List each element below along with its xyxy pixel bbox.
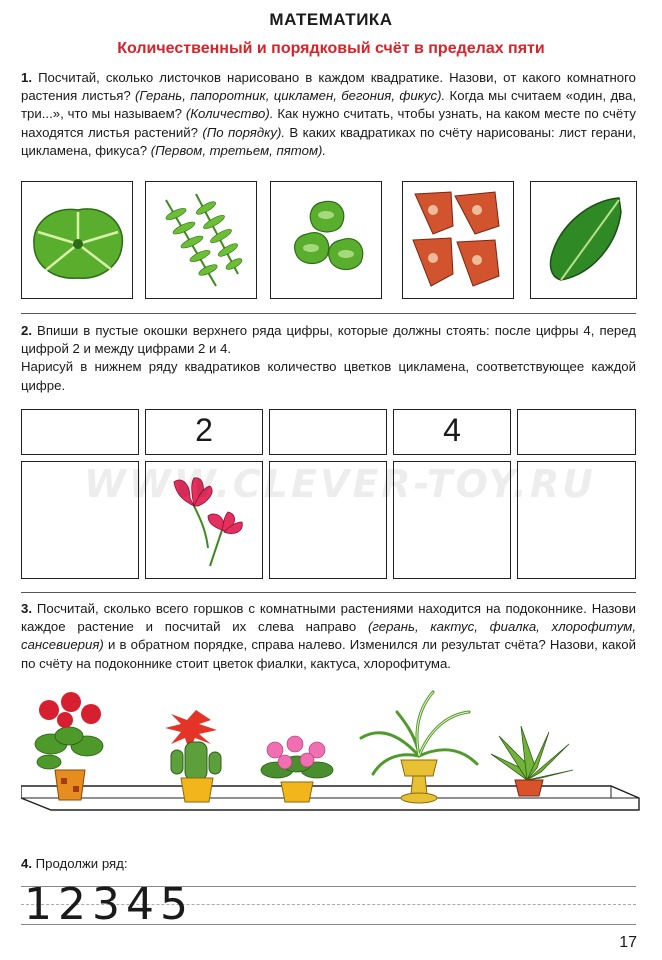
task2-text <box>21 322 636 395</box>
task4-number: 4. <box>21 856 32 871</box>
leaf-box-ficus <box>530 181 637 299</box>
task1-answer-c: (По порядку). <box>202 124 285 140</box>
leaf-box-geranium <box>21 181 133 299</box>
section-divider <box>21 592 636 593</box>
leaf-box-cyclamen <box>270 181 382 299</box>
leaf-box-fern <box>145 181 257 299</box>
task1-answer-b: (Количество). <box>185 106 274 122</box>
cyclamen-flowers-icon <box>146 462 264 580</box>
ficus-leaf-icon <box>531 182 638 300</box>
drawing-box-4[interactable] <box>393 461 511 579</box>
section-divider <box>21 313 636 314</box>
drawing-box-1[interactable] <box>21 461 139 579</box>
digit-box-1[interactable] <box>21 409 139 455</box>
task1-text-c: Как нужно считать, чтобы узнать, на каком месте по счёту находятся листья растений? <box>21 106 636 140</box>
digit-value: 4 <box>443 412 461 448</box>
task1-number: 1. <box>21 70 32 85</box>
lesson-subtitle: Количественный и порядковый счёт в пределах пяти <box>117 40 545 57</box>
task1-text <box>21 69 636 160</box>
number-sequence[interactable]: 12345 <box>24 879 194 930</box>
cyclamen-leaf-icon <box>271 182 383 300</box>
windowsill-shelf <box>21 786 639 810</box>
task1-answer-a: (Герань, папоротник, цикламен, бегония, фикус). <box>135 88 446 104</box>
digit-box-2[interactable] <box>145 409 263 455</box>
drawing-box-3[interactable] <box>269 461 387 579</box>
task3-number: 3. <box>21 601 32 616</box>
task1-text-d: В каких квадратиках по счёту нарисованы: лист герани, цикламена, фикуса? <box>21 124 636 158</box>
fern-leaf-icon <box>146 182 258 300</box>
digit-value: 2 <box>195 412 213 448</box>
digit-box-3[interactable] <box>269 409 387 455</box>
task2-text-a: Впиши в пустые окошки верхнего ряда цифры, которые должны стоять: после цифры 4, перед цифрой 2 и между цифрами 2 и 4. <box>21 323 636 357</box>
task4-prompt: Продолжи ряд: <box>35 856 128 871</box>
task1-answer-d: (Первом, третьем, пятом). <box>150 142 327 158</box>
digit-box-4[interactable] <box>393 409 511 455</box>
digit-box-5[interactable] <box>517 409 636 455</box>
geranium-leaf-icon <box>22 182 134 300</box>
task3-answer-a: (герань, кактус, фиалка, хлорофитум, сансевиерия) <box>21 619 636 653</box>
geranium-pot-icon <box>35 692 103 800</box>
leaf-box-begonia <box>402 181 514 299</box>
page-title: МАТЕМАТИКА <box>269 10 393 29</box>
task3-text <box>21 600 636 673</box>
page-number: 17 <box>619 934 637 951</box>
task1-text-b: Когда мы считаем «один, два, три...», что мы называем? <box>21 88 637 122</box>
task1-text-a: Посчитай, сколько листочков нарисовано в каждом квадратике. Назови, от какого комнатного растения листья? <box>21 70 636 104</box>
task2-text-b: Нарисуй в нижнем ряду квадратиков количество цветков цикламена, соответствующее каждой цифре. <box>21 359 636 393</box>
task3-text-a: Посчитай, сколько всего горшков с комнатными растениями находится на подоконнике. Назови каждое растение и посчитай их слева направо <box>21 601 637 635</box>
drawing-box-5[interactable] <box>517 461 636 579</box>
task3-text-b: и в обратном порядке, справа налево. Изменился ли результат счёта? Назови, какой по счёту на подоконнике стоит цветок фиалки, кактуса, хлорофитума. <box>21 637 636 671</box>
drawing-box-2[interactable] <box>145 461 263 579</box>
task2-number: 2. <box>21 323 32 338</box>
begonia-leaf-icon <box>403 182 515 300</box>
task4-text <box>21 855 636 873</box>
windowsill-scene <box>21 686 641 836</box>
